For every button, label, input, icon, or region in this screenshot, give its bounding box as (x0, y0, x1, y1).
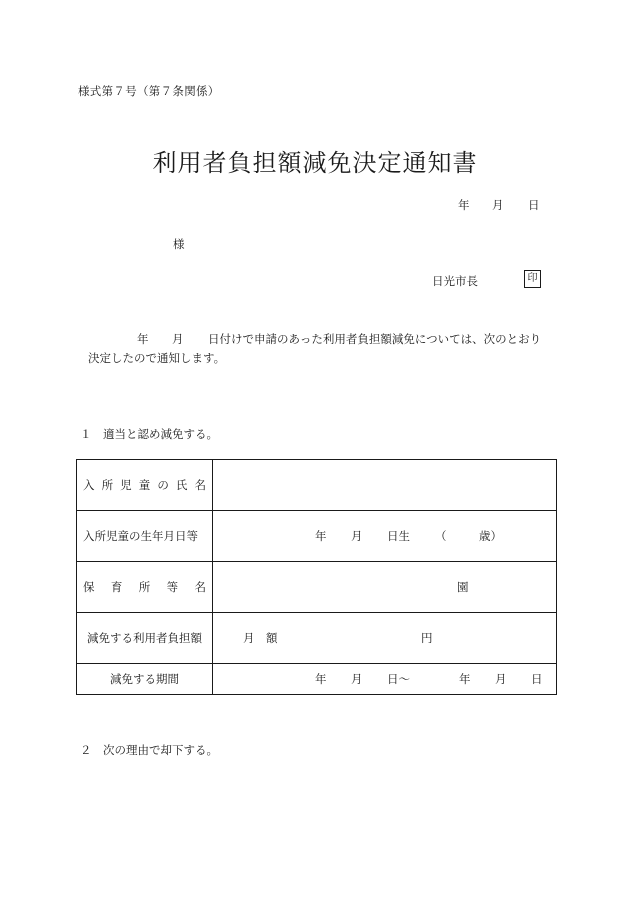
birth-day-label: 日生 (387, 529, 410, 543)
label-char: 等 (166, 580, 179, 594)
child-name-label (77, 460, 213, 511)
label-char: 保 (83, 580, 95, 594)
age-label: 歳） (479, 529, 502, 543)
table-row (77, 613, 557, 664)
table-row (77, 460, 557, 511)
period-start-day: 日～ (387, 672, 410, 686)
body-text-line2: 決定したので通知します。 (88, 351, 226, 365)
section-approve-heading: １ 適当と認め減免する。 (80, 427, 218, 441)
label-char: 児 (120, 478, 132, 492)
reduction-amount-label (77, 613, 213, 664)
seal-mark: 印 (524, 270, 541, 288)
birthdate-label-text: 入所児童の生年月日等 (83, 529, 198, 543)
date-year-label: 年 (458, 198, 470, 212)
document-title: 利用者負担額減免決定通知書 (152, 149, 478, 177)
birthdate-label (77, 511, 213, 562)
birth-month-label: 月 (351, 529, 363, 543)
period-start-month: 月 (351, 672, 363, 686)
addressee-suffix: 様 (173, 237, 185, 251)
label-char: 入 (83, 478, 95, 492)
child-name-value (213, 460, 557, 511)
birthdate-value (213, 511, 557, 562)
label-char: 育 (110, 580, 123, 594)
date-month-label: 月 (492, 198, 504, 212)
reduction-period-label (77, 664, 213, 695)
period-end-month: 月 (495, 672, 507, 686)
facility-name-label (77, 562, 213, 613)
period-end-year: 年 (459, 672, 471, 686)
reduction-period-label-text: 減免する期間 (110, 672, 179, 686)
facility-suffix: 園 (457, 580, 469, 594)
table-row (77, 511, 557, 562)
label-char: 名 (194, 580, 206, 594)
table-row (77, 664, 557, 695)
section-reject-heading: ２ 次の理由で却下する。 (80, 743, 218, 757)
monthly-amount-label: 月 額 (243, 631, 278, 645)
reduction-period-value (213, 664, 557, 695)
label-char: 童 (138, 478, 151, 492)
body-month-label: 月 (172, 332, 184, 346)
issuer-name: 日光市長 (432, 274, 478, 288)
label-char: の (157, 478, 169, 492)
facility-name-value (213, 562, 557, 613)
date-day-label: 日 (528, 198, 540, 212)
label-char: 所 (138, 580, 151, 594)
facility-name-label-text (77, 579, 212, 595)
birth-year-label: 年 (315, 529, 327, 543)
table-row (77, 562, 557, 613)
body-text-line1: 日付けで申請のあった利用者負担額減免については、次のとおり (208, 332, 542, 346)
label-char: 氏 (175, 478, 188, 492)
label-char: 所 (101, 478, 114, 492)
reduction-details-table (76, 459, 557, 695)
child-name-label-text (77, 477, 212, 493)
age-paren-open: （ (435, 529, 447, 543)
period-end-day: 日 (531, 672, 543, 686)
form-number: 様式第７号（第７条関係） (78, 84, 220, 98)
label-char: 名 (194, 478, 206, 492)
period-start-year: 年 (315, 672, 327, 686)
yen-label: 円 (421, 631, 433, 645)
body-year-label: 年 (137, 332, 149, 346)
reduction-amount-value (213, 613, 557, 664)
reduction-amount-label-text: 減免する利用者負担額 (87, 631, 202, 645)
